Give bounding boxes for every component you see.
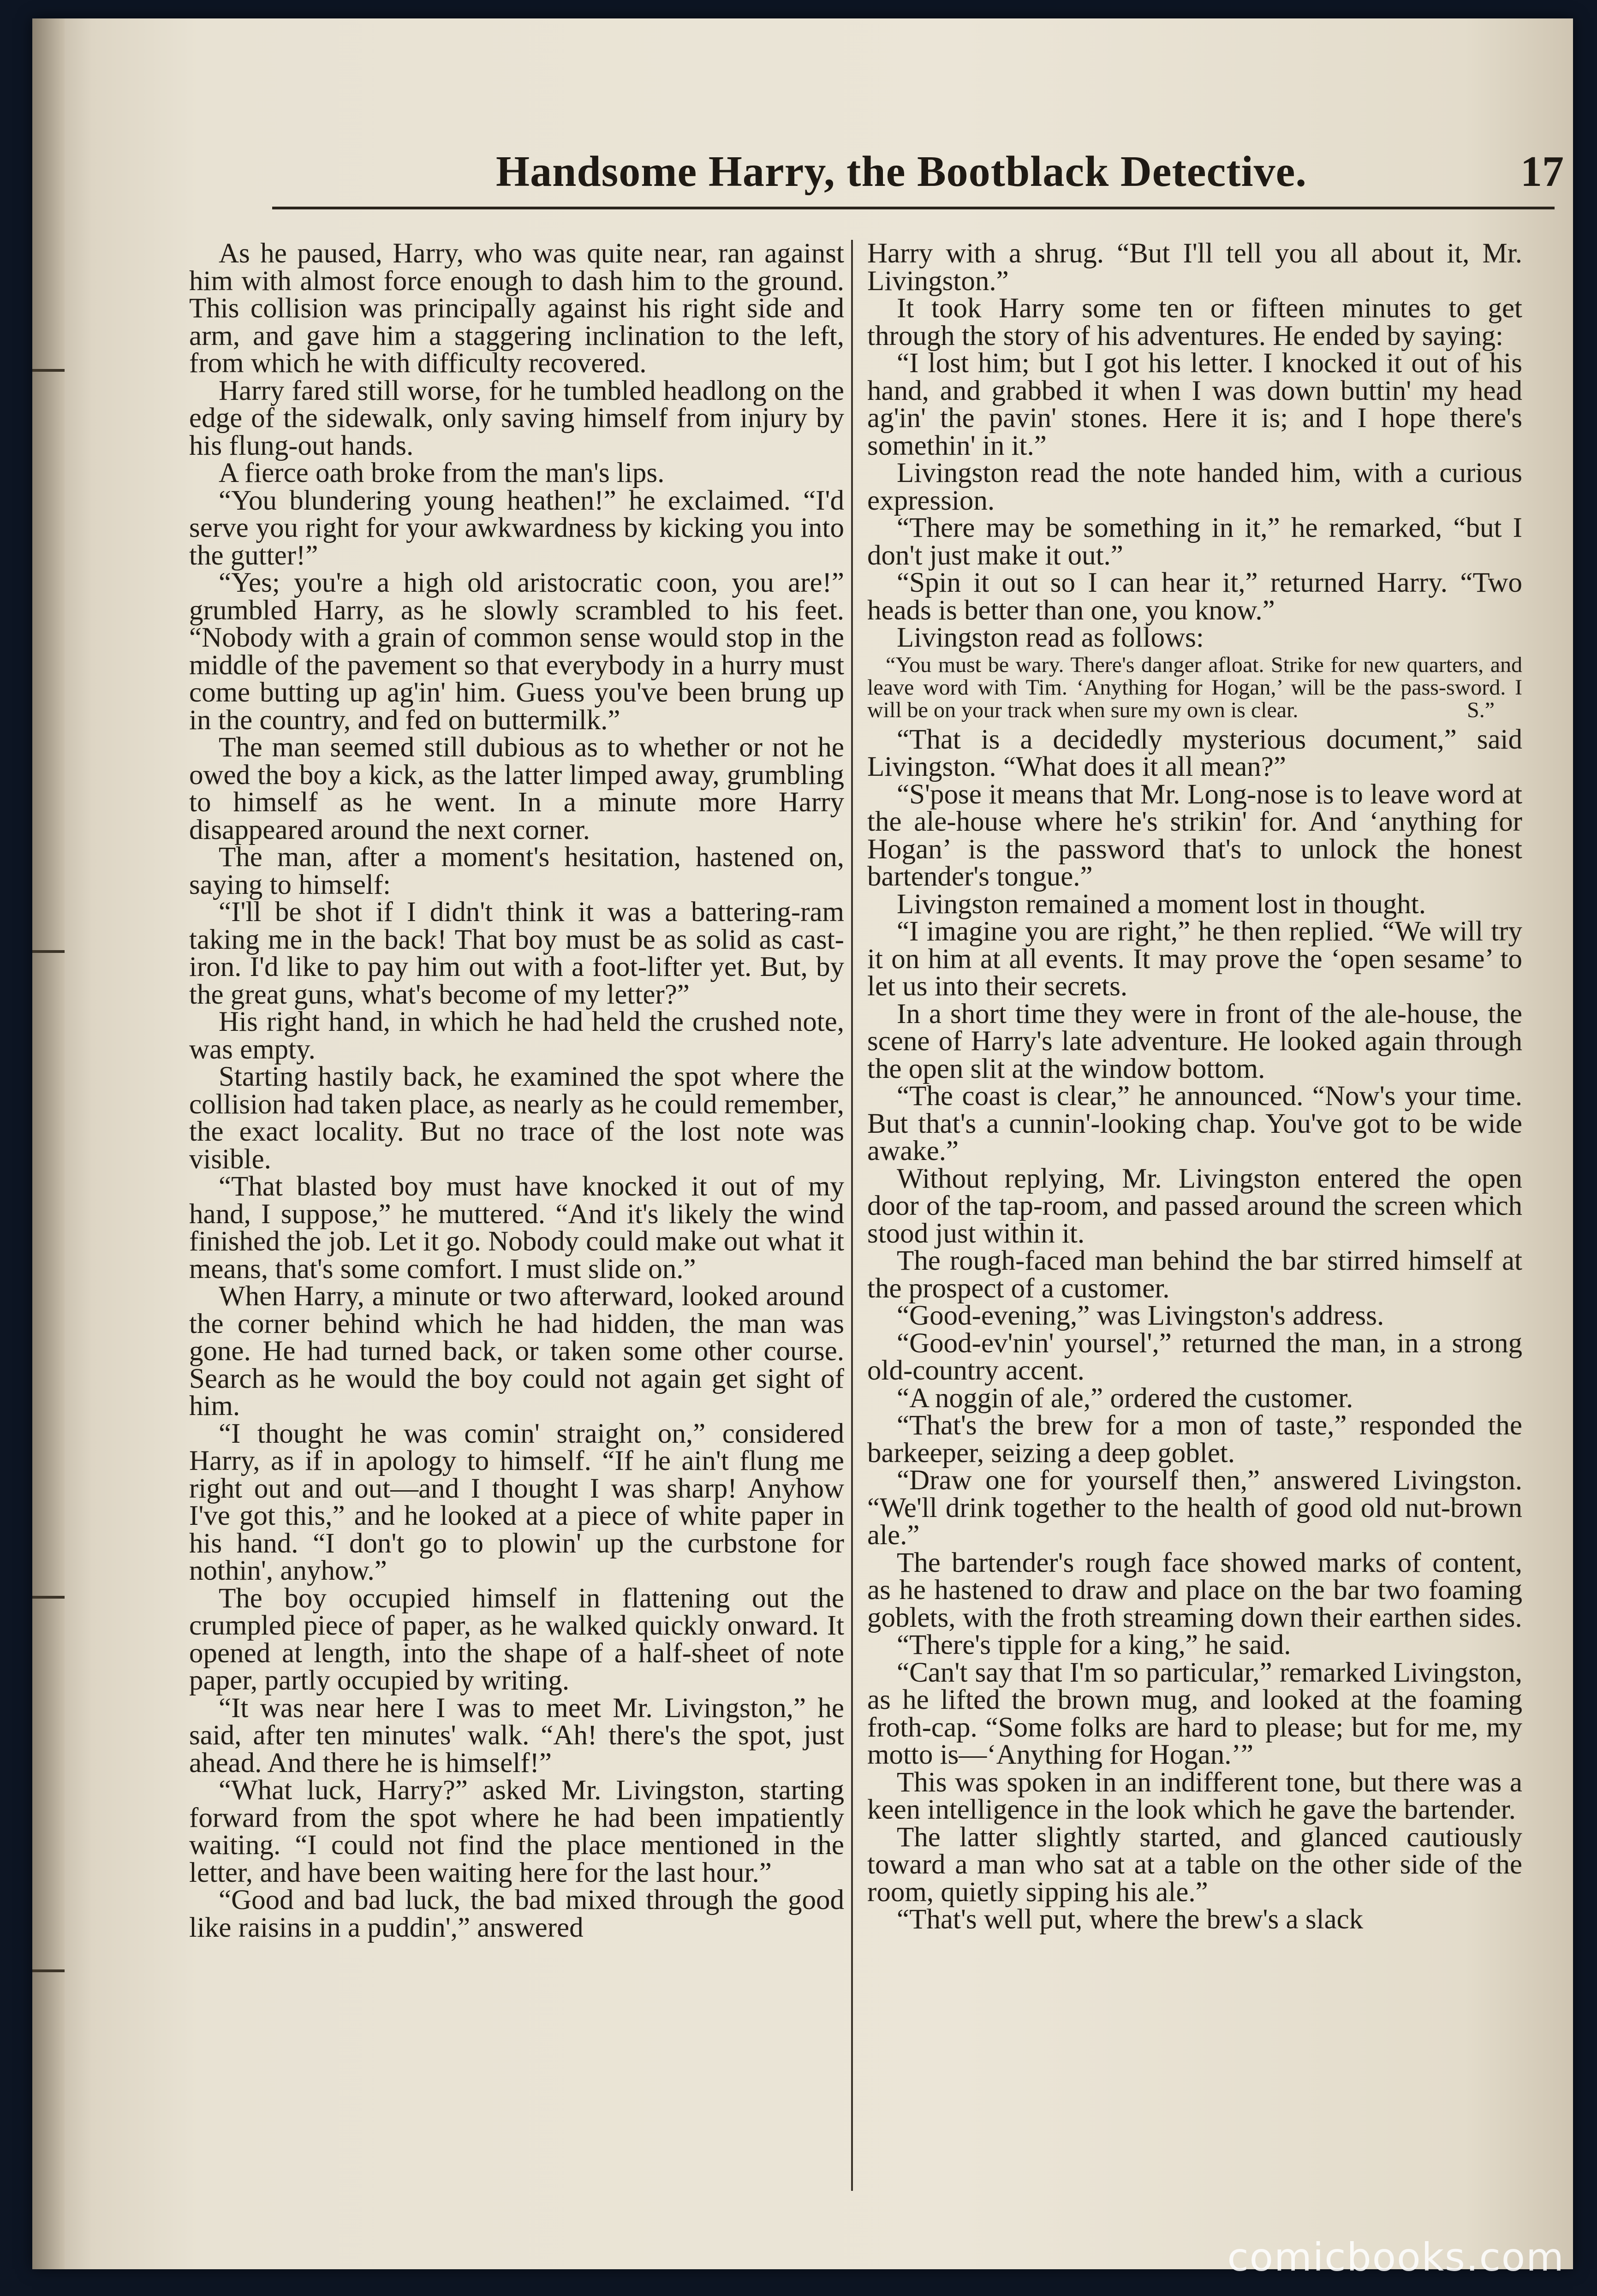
- paragraph: “That is a decidedly mysterious document,” said Livingston. “What does it all mean?”: [867, 724, 1522, 782]
- watermark-logo: comicbooks.com: [1227, 2235, 1565, 2280]
- paragraph: “It was near here I was to meet Mr. Livingston,” he said, after ten minutes' walk. “Ah! there's the spot, just ahead. And there he is himself!”: [189, 1692, 844, 1779]
- right-column: [867, 240, 1522, 2214]
- paragraph: “Spin it out so I can hear it,” returned Harry. “Two heads is better than one, you know.”: [867, 567, 1522, 626]
- running-title: Handsome Harry, the Bootblack Detective.: [496, 148, 1307, 196]
- paragraph: The man seemed still dubious as to whether or not he owed the boy a kick, as the latter limped away, grumbling to himself as he went. In a minute more Harry disappeared around the next corner.: [189, 732, 844, 845]
- paragraph: Livingston remained a moment lost in thought.: [897, 888, 1426, 920]
- paragraph: “The coast is clear,” he announced. “Now's your time. But that's a cunnin'-looking chap. You've got to be wide awake.”: [867, 1081, 1522, 1166]
- paragraph: “I lost him; but I got his letter. I knocked it out of his hand, and grabbed it when I was down buttin' my head ag'in' the pavin' stones. Here it is; and I hope there's somethin' in it.”: [867, 348, 1522, 461]
- paragraph: The rough-faced man behind the bar stirred himself at the prospect of a customer.: [867, 1245, 1522, 1304]
- paragraph: “S'pose it means that Mr. Long-nose is to leave word at the ale-house where he's strikin' for. And ‘anything for Hogan’ is the password that's to unlock the honest bartender's tongue.”: [867, 779, 1522, 892]
- paragraph: A fierce oath broke from the man's lips.: [219, 458, 665, 488]
- page-number: 17: [1520, 148, 1564, 196]
- letter-text: “You must be wary. There's danger afloat. Strike for new quarters, and leave word with Tim. ‘Anything for Hogan,’ will be the pass-sword. I will be on your track when sure my own is clear.: [867, 652, 1522, 722]
- binding-mark: [32, 1596, 65, 1599]
- paragraph: “Draw one for yourself then,” answered Livingston. “We'll drink together to the health of good old nut-brown ale.”: [867, 1465, 1522, 1551]
- paragraph: The bartender's rough face showed marks of content, as he hastened to draw and place on the bar two foaming goblets, with the froth streaming down their earthen sides.: [867, 1547, 1522, 1633]
- paragraph: “Yes; you're a high old aristocratic coon, you are!” grumbled Harry, as he slowly scrambled to his feet. “Nobody with a grain of common sense would stop in the middle of the pavement so that everybody in a hurry must come butting up ag'in' him. Guess you've been brung up in the country, and fed on buttermilk.”: [189, 567, 844, 736]
- paragraph: “That blasted boy must have knocked it out of my hand, I suppose,” he muttered. “And it's likely the wind finished the job. Let it go. Nobody could make out what it means, that's some comfort. I must slide on.”: [189, 1171, 844, 1285]
- binding-mark: [32, 1969, 65, 1972]
- paragraph: “I thought he was comin' straight on,” considered Harry, as if in apology to himself. “If he ain't flung me right out and out—and I thought I was sharp! Anyhow I've got this,” and he looked at a piece of white paper in his hand. “I don't go to plowin' up the curbstone for nothin', anyhow.”: [189, 1418, 844, 1586]
- paragraph: Starting hastily back, he examined the spot where the collision had taken place, as nearly as he could remember, the exact locality. But no trace of the lost note was visible.: [189, 1061, 844, 1175]
- paragraph: This was spoken in an indifferent tone, but there was a keen intelligence in the look which he gave the bartender.: [867, 1767, 1522, 1825]
- page-gutter: [32, 18, 65, 2269]
- paragraph: “There's tipple for a king,” he said.: [897, 1630, 1291, 1660]
- paragraph: “I imagine you are right,” he then replied. “We will try it on him at all events. It may prove the ‘open sesame’ to let us into their secrets.: [867, 916, 1522, 1002]
- paragraph: “That's well put, where the brew's a slack: [897, 1904, 1364, 1935]
- paragraph: “That's the brew for a mon of taste,” responded the barkeeper, seizing a deep goblet.: [867, 1410, 1522, 1469]
- book-page: [32, 18, 1573, 2269]
- header-rule: [272, 207, 1555, 209]
- paragraph: “Good and bad luck, the bad mixed through the good like raisins in a puddin',” answered: [189, 1885, 844, 1943]
- paragraph: The latter slightly started, and glanced cautiously toward a man who sat at a table on the other side of the room, quietly sipping his ale.”: [867, 1821, 1522, 1908]
- column-divider: [851, 240, 853, 2191]
- quoted-letter: [867, 654, 1522, 721]
- paragraph: “I'll be shot if I didn't think it was a battering-ram taking me in the back! That boy must be as solid as cast-iron. I'd like to pay him out with a foot-lifter yet. But, by the great guns, what's become of my letter?”: [189, 897, 844, 1010]
- paragraph: Without replying, Mr. Livingston entered the open door of the tap-room, and passed around the screen which stood just within it.: [867, 1163, 1522, 1249]
- paragraph: “Can't say that I'm so particular,” remarked Livingston, as he lifted the brown mug, and looked at the foaming froth-cap. “Some folks are hard to please; but for me, my motto is—‘Anything for Hogan.’”: [867, 1657, 1522, 1770]
- paragraph-continuation: Harry with a shrug. “But I'll tell you all about it, Mr. Livingston.”: [867, 240, 1522, 297]
- paragraph: The man, after a moment's hesitation, hastened on, saying to himself:: [189, 842, 844, 900]
- paragraph: “You blundering young heathen!” he exclaimed. “I'd serve you right for your awkwardness by kicking you into the gutter!”: [189, 485, 844, 571]
- page-header: [272, 137, 1564, 216]
- letter-signature: S.”: [1467, 697, 1495, 722]
- paragraph: “Good-evening,” was Livingston's address.: [897, 1300, 1384, 1331]
- paragraph: When Harry, a minute or two afterward, looked around the corner behind which he had hidden, the man was gone. He had turned back, or taken some other course. Search as he would the boy could not again get sight of him.: [189, 1281, 844, 1422]
- paragraph: It took Harry some ten or fifteen minutes to get through the story of his adventures. He ended by saying:: [867, 293, 1522, 351]
- paragraph: “There may be something in it,” he remarked, “but I don't just make it out.”: [867, 512, 1522, 571]
- binding-mark: [32, 369, 65, 372]
- paragraph: Harry fared still worse, for he tumbled headlong on the edge of the sidewalk, only saving himself from injury by his flung-out hands.: [189, 375, 844, 461]
- paragraph: Livingston read as follows:: [897, 622, 1204, 653]
- paragraph: In a short time they were in front of the ale-house, the scene of Harry's late adventure. He looked again through the open slit at the window bottom.: [867, 998, 1522, 1084]
- paragraph: “What luck, Harry?” asked Mr. Livingston, starting forward from the spot where he had been impatiently waiting. “I could not find the place mentioned in the letter, and have been waiting here for the last hour.”: [189, 1775, 844, 1888]
- binding-mark: [32, 950, 65, 953]
- paragraph: As he paused, Harry, who was quite near, ran against him with almost force enough to dash him to the ground. This collision was principally against his right side and arm, and gave him a staggering inclination to the left, from which he with difficulty recovered.: [189, 240, 844, 379]
- paragraph: “Good-ev'nin' yoursel',” returned the man, in a strong old-country accent.: [867, 1327, 1522, 1386]
- left-column: [189, 240, 844, 2214]
- paragraph: His right hand, in which he had held the crushed note, was empty.: [189, 1006, 844, 1065]
- paragraph: “A noggin of ale,” ordered the customer.: [897, 1382, 1353, 1414]
- paragraph: Livingston read the note handed him, with a curious expression.: [867, 458, 1522, 516]
- paragraph: The boy occupied himself in flattening out the crumpled piece of paper, as he walked quickly onward. It opened at length, into the shape of a half-sheet of note paper, partly occupied by writing.: [189, 1582, 844, 1696]
